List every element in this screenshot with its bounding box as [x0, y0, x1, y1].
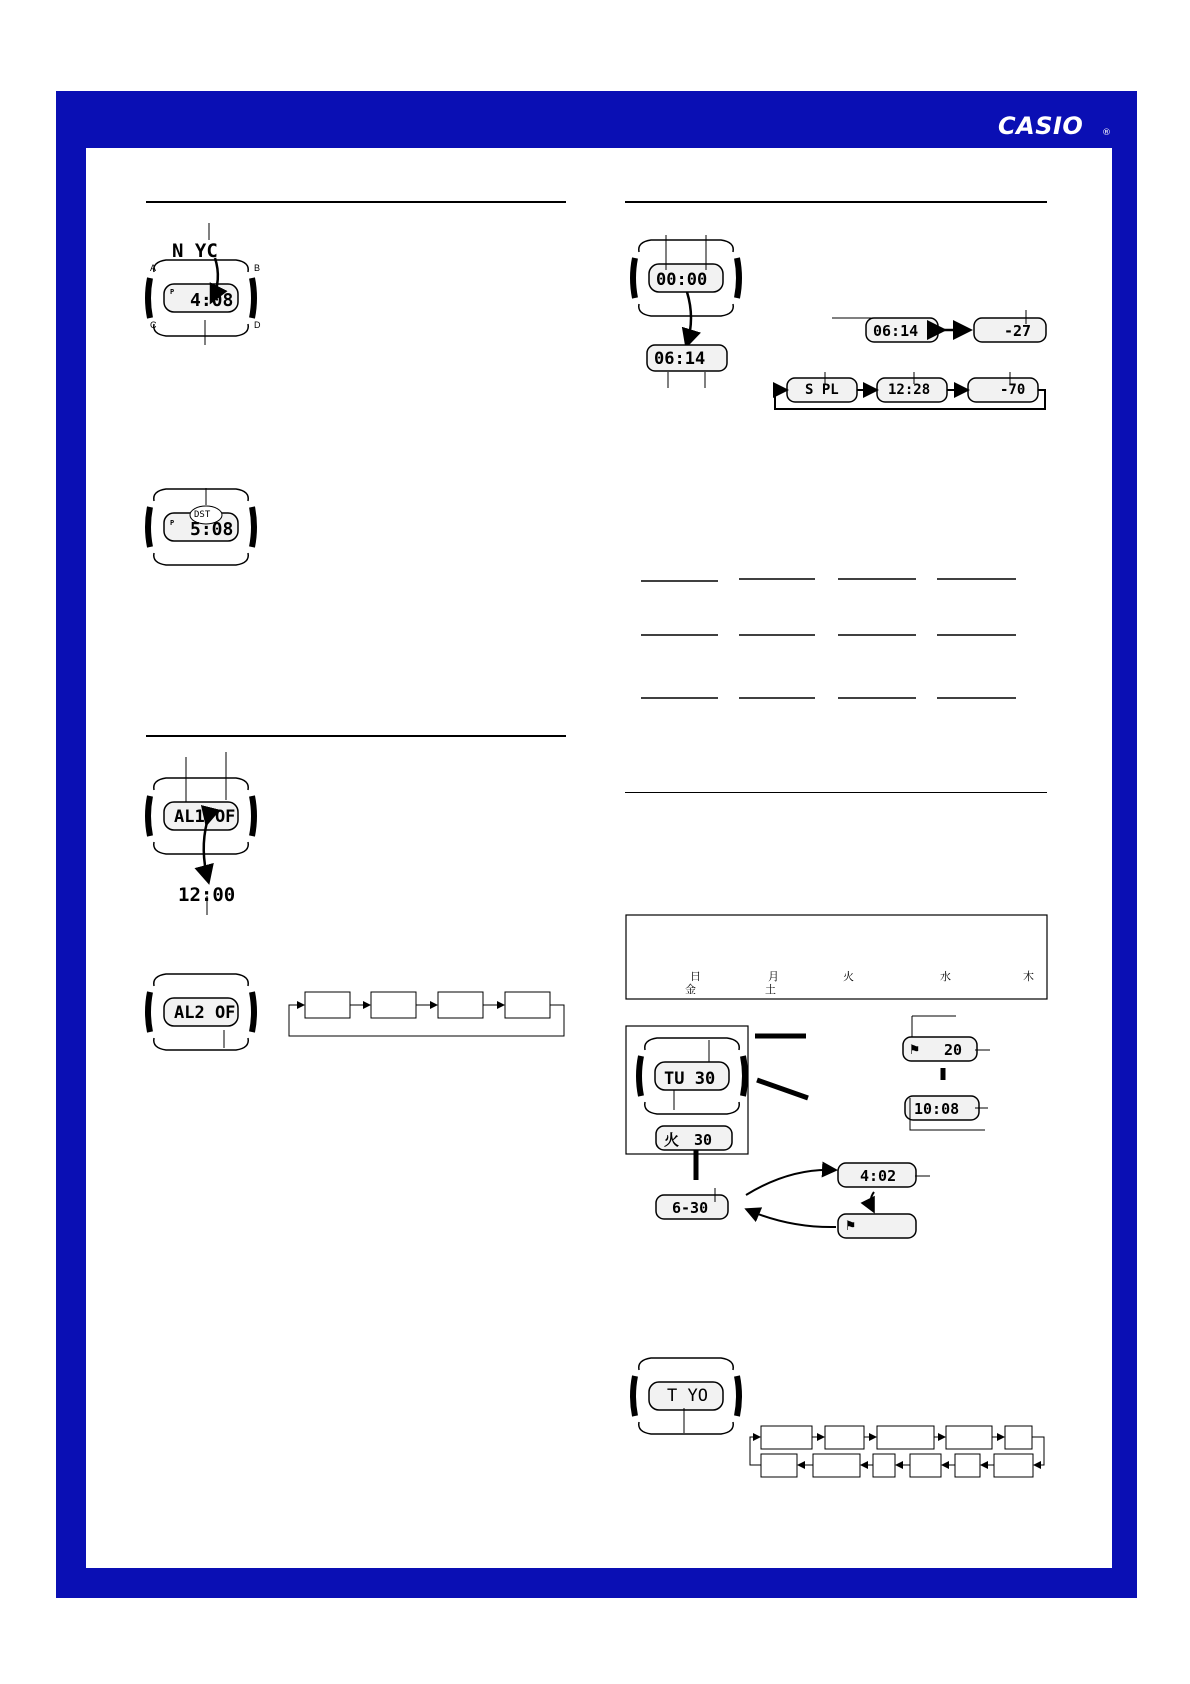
time-a-display: 4:02 — [860, 1167, 897, 1185]
timer-start-display: 00:00 — [656, 270, 708, 290]
dst-pm-indicator: P — [170, 519, 175, 527]
compare-time-display: 06:14 — [873, 322, 919, 340]
compare-diff-display: -27 — [1004, 322, 1032, 340]
button-a-label: A — [150, 263, 157, 273]
time-b-display: 10:08 — [914, 1100, 960, 1118]
calendar-day-date-display: TU 30 — [664, 1069, 716, 1089]
split-label-display: S PL — [805, 382, 839, 398]
day-sun: 日 — [690, 970, 701, 983]
world-time-display: 4:08 — [190, 290, 234, 311]
blank-table-lines — [641, 579, 1016, 698]
city-flow-diagram — [750, 1426, 1044, 1477]
pm-indicator: P — [170, 288, 175, 296]
timer-result-display: 06:14 — [654, 349, 706, 369]
alarm-flow-diagram — [289, 992, 564, 1036]
alarm1-display: AL1 OF — [174, 807, 236, 827]
alarm1-time: 12:00 — [178, 884, 236, 906]
casio-logo: CASIO — [998, 112, 1084, 140]
registered-mark: ® — [1102, 128, 1111, 138]
split-time-display: 12:28 — [888, 382, 931, 398]
day-fri: 金 — [685, 983, 696, 996]
button-d-label: D — [254, 320, 261, 330]
city-select-display: T YO — [667, 1386, 708, 1406]
icon-b-display: ⚑ — [910, 1040, 920, 1058]
dst-indicator: DST — [194, 510, 211, 520]
dst-time-display: 5:08 — [190, 519, 234, 540]
month-day-display: 6-30 — [672, 1199, 709, 1217]
split-diff-display: -70 — [1000, 382, 1026, 398]
calendar-jp-day-date-display: 火 30 — [664, 1131, 713, 1149]
day-wed: 水 — [940, 970, 951, 983]
alarm2-display: AL2 OF — [174, 1003, 236, 1023]
day-thu: 木 — [1023, 970, 1034, 983]
world-time-city-code: N YC — [172, 240, 218, 262]
icon-a-display: ⚑ — [846, 1216, 856, 1234]
button-c-label: C — [150, 320, 157, 330]
day-mon: 月 — [768, 970, 779, 983]
day-tue: 火 — [843, 970, 854, 983]
button-b-label: B — [254, 263, 261, 273]
icon-value-display: 20 — [944, 1041, 963, 1059]
day-sat: 土 — [765, 983, 776, 996]
